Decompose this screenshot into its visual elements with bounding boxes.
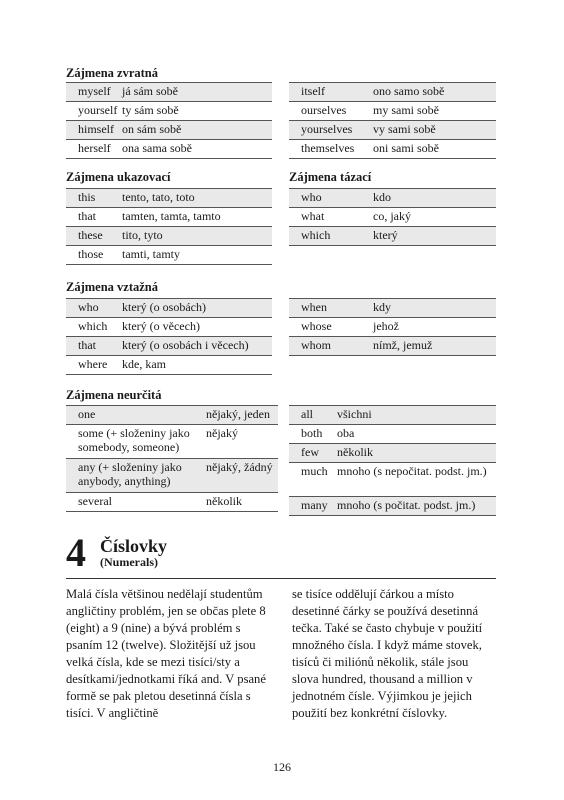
chapter-number: 4 bbox=[66, 530, 86, 575]
table-row bbox=[66, 246, 272, 265]
pronoun-en: that bbox=[66, 337, 122, 356]
pronoun-cz: nějaký bbox=[206, 426, 238, 440]
section-title-relative: Zájmena vztažná bbox=[66, 280, 158, 294]
pronoun-en: that bbox=[78, 209, 96, 223]
table-row bbox=[289, 425, 496, 444]
table-row bbox=[289, 83, 496, 102]
table-row bbox=[289, 406, 496, 425]
pronoun-en: whom bbox=[289, 337, 373, 356]
table-row bbox=[66, 121, 272, 140]
chapter-divider bbox=[66, 578, 496, 579]
pronoun-en: herself bbox=[78, 141, 111, 155]
table-row bbox=[289, 208, 496, 227]
indefinite-table-left bbox=[66, 405, 278, 512]
pronoun-cz: mnoho (s počitat. podst. jm.) bbox=[337, 497, 496, 516]
table-row bbox=[66, 189, 272, 208]
reflexive-table-left bbox=[66, 82, 272, 159]
pronoun-cz: několik bbox=[206, 494, 242, 508]
pronoun-cz: ona sama sobě bbox=[122, 141, 192, 155]
pronoun-cz: tamten, tamta, tamto bbox=[122, 209, 221, 223]
pronoun-en: who bbox=[66, 299, 122, 318]
table-row bbox=[66, 140, 272, 159]
pronoun-cz: on sám sobě bbox=[122, 121, 272, 140]
pronoun-cz: který bbox=[373, 227, 496, 246]
pronoun-cz: nějaký, žádný bbox=[206, 459, 278, 493]
pronoun-en: any (+ složeniny jako anybody, anything) bbox=[66, 459, 206, 493]
pronoun-cz: vy sami sobě bbox=[373, 121, 496, 140]
indefinite-table-right bbox=[289, 405, 496, 516]
pronoun-en: themselves bbox=[301, 141, 355, 155]
chapter-subtitle: (Numerals) bbox=[100, 555, 158, 569]
pronoun-cz: oni sami sobě bbox=[373, 141, 439, 155]
pronoun-cz: který (o osobách i věcech) bbox=[122, 337, 272, 356]
pronoun-cz: oba bbox=[337, 426, 355, 440]
table-row bbox=[66, 299, 272, 318]
pronoun-cz: tento, tato, toto bbox=[122, 189, 272, 208]
table-row bbox=[66, 227, 272, 246]
pronoun-en: yourselves bbox=[289, 121, 373, 140]
table-row bbox=[66, 356, 272, 375]
section-title-reflexive: Zájmena zvratná bbox=[66, 66, 158, 80]
pronoun-en: yourself bbox=[78, 103, 118, 117]
pronoun-cz: několik bbox=[337, 444, 496, 463]
demonstrative-table bbox=[66, 188, 272, 265]
table-row bbox=[66, 406, 278, 425]
pronoun-en: this bbox=[66, 189, 122, 208]
pronoun-en: one bbox=[66, 406, 206, 425]
table-row bbox=[66, 102, 272, 121]
table-row bbox=[289, 337, 496, 356]
table-row bbox=[289, 121, 496, 140]
relative-table-right bbox=[289, 298, 496, 356]
table-row bbox=[289, 463, 496, 497]
body-text-column-2: se tisíce oddělují čárkou a místo desetinné čárky se používá desetinná tečka. Také se často chybuje v použití množného čísla. I když máme stovek, tisíců či miliónů několik, stále jsou slova hundred, thousand a million v jednotném čísle. Výjimkou je jejich použití bez konkrétní číslovky. bbox=[292, 587, 483, 720]
pronoun-en: when bbox=[289, 299, 373, 318]
table-row bbox=[289, 318, 496, 337]
table-row bbox=[66, 459, 278, 493]
table-row bbox=[289, 189, 496, 208]
pronoun-cz: ty sám sobě bbox=[122, 103, 179, 117]
pronoun-cz: všichni bbox=[337, 406, 496, 425]
table-row bbox=[289, 497, 496, 516]
pronoun-cz: jehož bbox=[373, 319, 399, 333]
table-row bbox=[66, 493, 278, 512]
pronoun-en: these bbox=[66, 227, 122, 246]
pronoun-cz: nímž, jemuž bbox=[373, 337, 496, 356]
reflexive-table-right bbox=[289, 82, 496, 159]
pronoun-cz: kde, kam bbox=[122, 357, 166, 371]
pronoun-cz: ono samo sobě bbox=[373, 83, 496, 102]
table-row bbox=[289, 102, 496, 121]
relative-table-left bbox=[66, 298, 272, 375]
body-text-column-1: Malá čísla většinou nedělají studentům angličtiny problém, jen se občas plete 8 (eight) a 9 (nine) a bývá problém s psaním 12 (twelve). Složitější už jsou velká čísla, kde se mezi tisíci/sty a desítkami/jednotkami říká and. V psané formě se pak pletou desetinná čísla s tisíci. V angličtině bbox=[66, 587, 266, 720]
pronoun-en: those bbox=[78, 247, 104, 261]
section-title-demonstrative: Zájmena ukazovací bbox=[66, 170, 171, 184]
pronoun-cz: tamti, tamty bbox=[122, 247, 180, 261]
pronoun-en: both bbox=[301, 426, 323, 440]
pronoun-en: itself bbox=[289, 83, 373, 102]
section-title-indefinite: Zájmena neurčitá bbox=[66, 388, 162, 402]
table-row bbox=[289, 140, 496, 159]
table-row bbox=[289, 227, 496, 246]
table-row bbox=[66, 83, 272, 102]
pronoun-en: who bbox=[289, 189, 373, 208]
table-row bbox=[66, 208, 272, 227]
pronoun-en: some (+ složeniny jako somebody, someone) bbox=[78, 426, 190, 454]
pronoun-cz: nějaký, jeden bbox=[206, 406, 278, 425]
pronoun-en: ourselves bbox=[301, 103, 347, 117]
table-row bbox=[289, 444, 496, 463]
pronoun-cz: který (o osobách) bbox=[122, 299, 272, 318]
table-row bbox=[66, 337, 272, 356]
pronoun-cz: který (o věcech) bbox=[122, 319, 200, 333]
pronoun-cz: tito, tyto bbox=[122, 227, 272, 246]
table-row bbox=[66, 425, 278, 459]
pronoun-en: all bbox=[289, 406, 337, 425]
pronoun-en: myself bbox=[66, 83, 122, 102]
pronoun-en: few bbox=[289, 444, 337, 463]
pronoun-en: where bbox=[78, 357, 108, 371]
chapter-title: Číslovky bbox=[100, 536, 168, 556]
page-number: 126 bbox=[273, 760, 291, 774]
table-row bbox=[66, 318, 272, 337]
pronoun-cz: já sám sobě bbox=[122, 83, 272, 102]
pronoun-cz: kdo bbox=[373, 189, 496, 208]
pronoun-cz: mnoho (s nepočitat. podst. jm.) bbox=[337, 464, 487, 478]
pronoun-en: whose bbox=[301, 319, 332, 333]
interrogative-table bbox=[289, 188, 496, 246]
pronoun-cz: co, jaký bbox=[373, 209, 411, 223]
pronoun-en: several bbox=[78, 494, 112, 508]
pronoun-en: which bbox=[78, 319, 108, 333]
pronoun-en: himself bbox=[66, 121, 122, 140]
pronoun-en: what bbox=[301, 209, 325, 223]
pronoun-cz: my sami sobě bbox=[373, 103, 439, 117]
pronoun-cz: kdy bbox=[373, 299, 496, 318]
section-title-interrogative: Zájmena tázací bbox=[289, 170, 372, 184]
pronoun-en: much bbox=[301, 464, 328, 478]
pronoun-en: which bbox=[289, 227, 373, 246]
pronoun-en: many bbox=[289, 497, 337, 516]
table-row bbox=[289, 299, 496, 318]
